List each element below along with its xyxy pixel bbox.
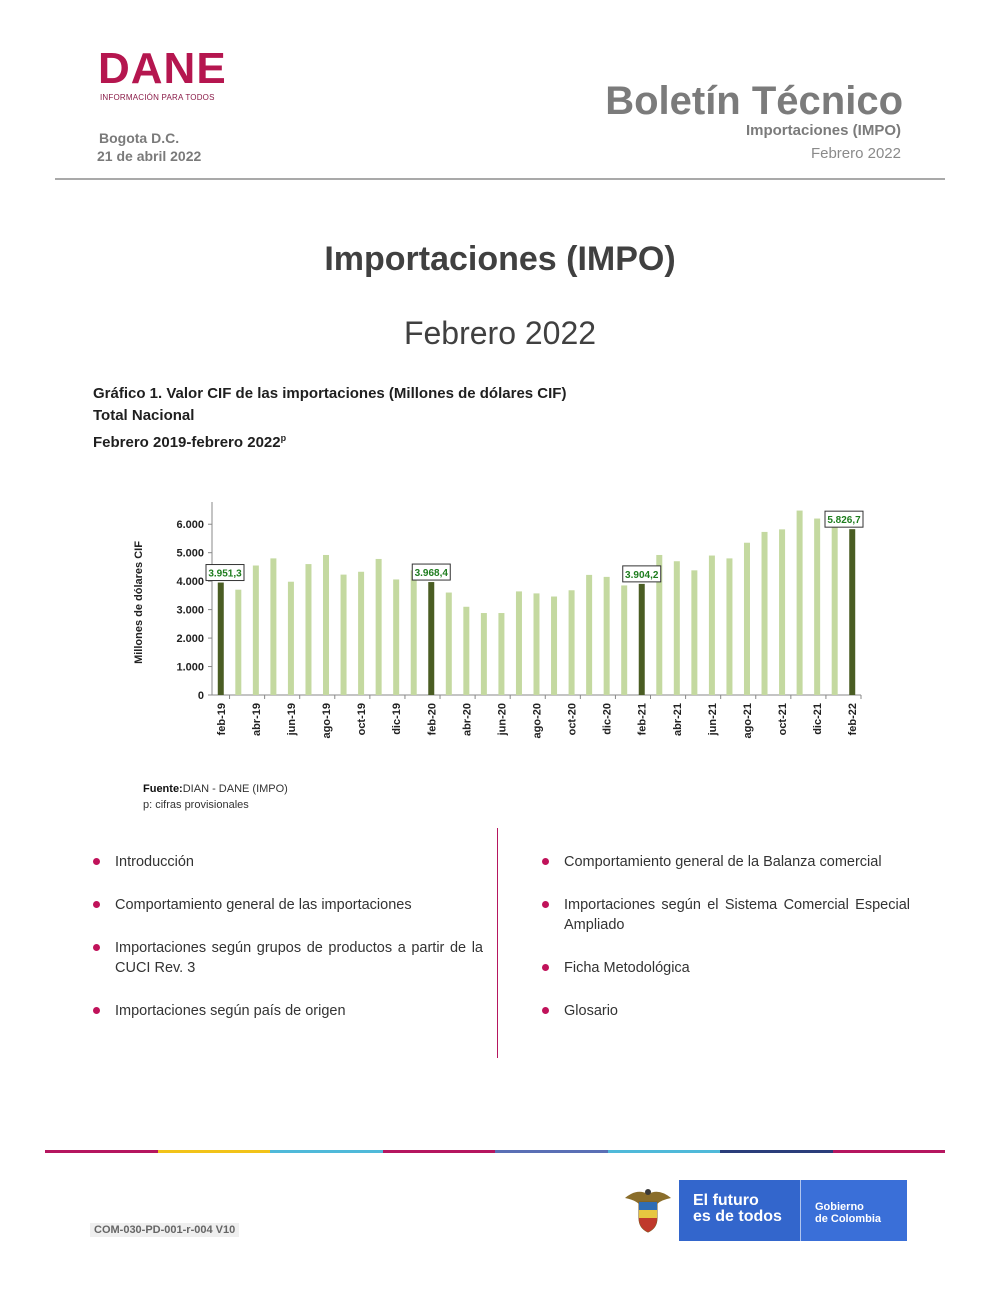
- footer-stripe-segment: [720, 1150, 833, 1153]
- x-tick-label: jun-19: [285, 703, 298, 736]
- chart-caption-period: [93, 428, 286, 453]
- gov-slogan-panel: [679, 1180, 800, 1241]
- x-tick-label: dic-19: [391, 703, 404, 735]
- bar-oct-20: [569, 590, 575, 695]
- x-tick-label: ago-20: [531, 703, 544, 739]
- bar-ene-21: [621, 585, 627, 695]
- bar-mar-19: [235, 590, 241, 695]
- source-note: p: cifras provisionales: [143, 799, 249, 811]
- bar-ene-20: [411, 570, 417, 695]
- bullet-icon: [93, 1007, 100, 1014]
- bar-may-21: [691, 570, 697, 695]
- gov-name-line2: de Colombia: [815, 1213, 882, 1225]
- y-tick-label: 4.000: [176, 576, 204, 589]
- y-tick-label: 1.000: [176, 661, 204, 674]
- x-tick-label: ago-21: [741, 703, 754, 739]
- x-tick-label: oct-19: [356, 703, 369, 736]
- gobierno-banner: [617, 1180, 907, 1241]
- gov-name: [815, 1201, 881, 1225]
- toc-item-label: Comportamiento general de la Balanza comercial: [564, 854, 882, 870]
- bar-jun-21: [709, 556, 715, 695]
- bar-abr-20: [463, 607, 469, 695]
- y-tick-label: 3.000: [176, 604, 204, 617]
- bar-feb-21: [639, 584, 645, 695]
- data-label-feb-20: 3.968,4: [414, 568, 448, 580]
- gov-slogan-line2: es de todos: [693, 1208, 782, 1225]
- toc-item-label: Importaciones según el Sistema Comercial Especial Ampliado: [564, 897, 910, 933]
- chart-caption-scope: Total Nacional: [93, 407, 195, 424]
- bullet-icon: [542, 858, 549, 865]
- document-code: COM-030-PD-001-r-004 V10: [90, 1223, 239, 1237]
- bar-abr-19: [253, 566, 259, 696]
- toc-item-grupos-productos[interactable]: [93, 938, 483, 980]
- toc-item-label: Importaciones según grupos de productos a partir de la CUCI Rev. 3: [115, 940, 483, 976]
- data-label-feb-19: 3.951,3: [208, 568, 242, 580]
- bar-ago-21: [744, 543, 750, 695]
- chart-caption-title: Gráfico 1. Valor CIF de las importaciones (Millones de dólares CIF): [93, 385, 567, 402]
- x-tick-label: oct-20: [566, 703, 579, 736]
- bar-ago-20: [534, 593, 540, 695]
- bar-dic-20: [604, 577, 610, 695]
- toc-item-label: Glosario: [564, 1003, 618, 1019]
- bullet-icon: [93, 858, 100, 865]
- footer-stripe-segment: [833, 1150, 946, 1153]
- chart-caption-sup: p: [280, 433, 287, 443]
- bulletin-period: Febrero 2022: [810, 145, 901, 162]
- y-axis-label: Millones de dólares CIF: [133, 541, 145, 664]
- footer-stripe-segment: [608, 1150, 721, 1153]
- x-tick-label: feb-19: [215, 703, 228, 736]
- gov-name-panel: [800, 1180, 907, 1241]
- toc-item-sistema-comercial[interactable]: [542, 895, 910, 937]
- toc-item-label: Importaciones según país de origen: [115, 1003, 346, 1019]
- bar-jul-21: [726, 558, 732, 695]
- toc-item-label: Ficha Metodológica: [564, 960, 690, 976]
- x-tick-label: feb-22: [847, 703, 860, 736]
- bar-dic-19: [393, 579, 399, 695]
- bulletin-subject: Importaciones (IMPO): [745, 122, 901, 139]
- bar-feb-22: [849, 529, 855, 695]
- bullet-icon: [542, 1007, 549, 1014]
- bar-oct-19: [358, 572, 364, 695]
- bar-jul-20: [516, 591, 522, 695]
- source-label: Fuente:: [143, 783, 183, 795]
- logo-tagline: INFORMACIÓN PARA TODOS: [100, 93, 215, 102]
- x-tick-label: jun-20: [496, 703, 509, 736]
- city: Bogota D.C.: [99, 130, 180, 146]
- bar-jul-19: [305, 564, 311, 695]
- y-tick-label: 2.000: [176, 633, 204, 646]
- chart-caption-period-text: Febrero 2019-febrero 2022: [93, 434, 281, 451]
- imports-bar-chart: [120, 495, 880, 755]
- x-tick-label: abr-20: [461, 703, 474, 737]
- bar-sep-21: [762, 532, 768, 695]
- source-text: DIAN - DANE (IMPO): [182, 783, 288, 795]
- bar-nov-21: [797, 511, 803, 695]
- bar-feb-19: [218, 583, 224, 695]
- footer-stripe-segment: [495, 1150, 608, 1153]
- y-tick-label: 6.000: [176, 519, 204, 532]
- x-tick-label: dic-21: [812, 703, 825, 735]
- y-tick-label: 5.000: [176, 547, 204, 560]
- bar-may-20: [481, 613, 487, 695]
- bulletin-title: Boletín Técnico: [605, 79, 903, 123]
- gov-name-line1: Gobierno: [815, 1201, 864, 1213]
- bar-ene-22: [832, 524, 838, 695]
- bar-sep-19: [341, 575, 347, 695]
- bullet-icon: [93, 944, 100, 951]
- bar-jun-20: [498, 613, 504, 695]
- page-title: Importaciones (IMPO): [324, 240, 676, 278]
- bullet-icon: [542, 901, 549, 908]
- bar-jun-19: [288, 582, 294, 695]
- bar-dic-21: [814, 519, 820, 695]
- footer-stripe-segment: [383, 1150, 496, 1153]
- bar-feb-20: [428, 582, 434, 695]
- data-label-feb-21: 3.904,2: [625, 569, 659, 581]
- x-tick-label: jun-21: [706, 703, 719, 736]
- bar-oct-21: [779, 529, 785, 695]
- chart-source: [143, 781, 288, 813]
- y-tick-label: 0: [197, 690, 204, 702]
- publication-date: 21 de abril 2022: [97, 148, 202, 164]
- toc-item-label: Introducción: [115, 854, 194, 870]
- data-label-feb-22: 5.826,7: [827, 515, 861, 527]
- footer-stripe-segment: [270, 1150, 383, 1153]
- bar-abr-21: [674, 561, 680, 695]
- gov-slogan: [693, 1193, 782, 1225]
- x-tick-label: feb-20: [426, 703, 439, 736]
- x-tick-label: ago-19: [321, 703, 334, 739]
- footer-stripe-segment: [158, 1150, 271, 1153]
- x-tick-label: feb-21: [636, 703, 649, 736]
- bar-nov-19: [376, 559, 382, 695]
- x-tick-label: abr-19: [250, 703, 263, 737]
- x-tick-label: dic-20: [601, 703, 614, 735]
- page-period: Febrero 2022: [403, 315, 597, 351]
- header-divider: [55, 178, 945, 180]
- x-tick-label: oct-21: [777, 703, 790, 736]
- bullet-icon: [542, 964, 549, 971]
- bullet-icon: [93, 901, 100, 908]
- gov-slogan-line1: El futuro: [693, 1192, 759, 1209]
- bar-sep-20: [551, 597, 557, 695]
- gov-divider: [800, 1180, 801, 1241]
- contents-divider: [497, 828, 498, 1058]
- bar-may-19: [270, 558, 276, 695]
- footer-stripe-segment: [45, 1150, 158, 1153]
- toc-item-label: Comportamiento general de las importaciones: [115, 897, 412, 913]
- bar-ago-19: [323, 555, 329, 695]
- x-tick-label: abr-21: [671, 703, 684, 737]
- dane-logo: DANE: [98, 44, 227, 93]
- coat-of-arms-icon: [617, 1180, 679, 1241]
- bar-mar-20: [446, 593, 452, 695]
- bar-nov-20: [586, 575, 592, 695]
